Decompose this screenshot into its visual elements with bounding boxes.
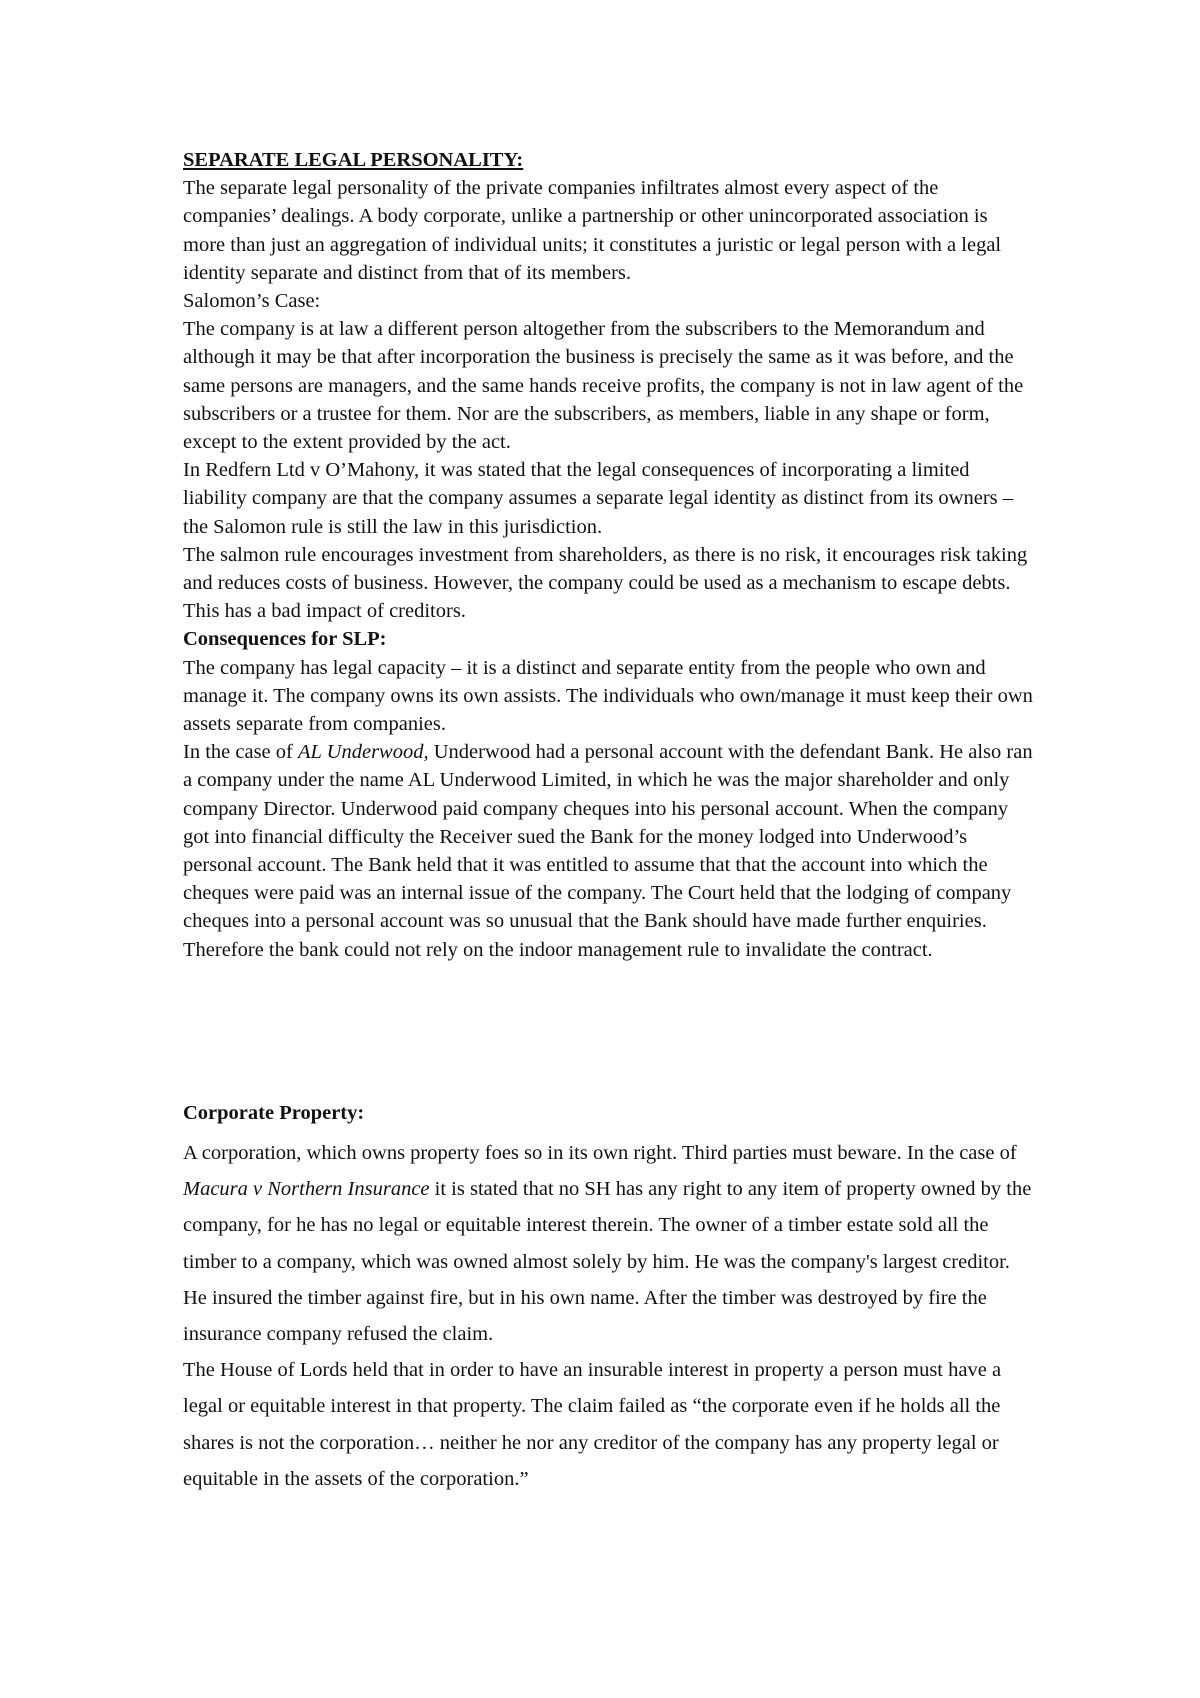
document-body-top	[183, 146, 1033, 964]
paragraph-salmon-rule: The salmon rule encourages investment from shareholders, as there is no risk, it encourages risk taking and reduces costs of business. However, the company could be used as a mechanism to escape debts. This has a bad impact of creditors.	[183, 543, 1028, 623]
case-name-macura: Macura v Northern Insurance	[183, 1178, 430, 1201]
paragraph-salomon: The company is at law a different person altogether from the subscribers to the Memorandum and although it may be that after incorporation the business is precisely the same as it was before, and the same persons are managers, and the same hands receive profits, the company is not in law agent of the subscribers or a trustee for them. Nor are the subscribers, as members, liable in any shape or form, except to the extent provided by the act.	[183, 318, 1024, 454]
document-body-bottom	[183, 1099, 1033, 1497]
paragraph-slp-intro: The separate legal personality of the private companies infiltrates almost every aspect of the companies’ dealings. A body corporate, unlike a partnership or other unincorporated association is more than just an aggregation of individual units; it constitutes a juristic or legal person with a legal identity separate and distinct from that of its members.	[183, 177, 1002, 284]
heading-consequences-for-slp: Consequences for SLP:	[183, 628, 387, 651]
property-intro: A corporation, which owns property foes so in its own right. Third parties must beware. In the case of	[183, 1142, 1017, 1164]
paragraph-corporate-property	[183, 1135, 1033, 1352]
heading-separate-legal-personality: SEPARATE LEGAL PERSONALITY:	[183, 149, 524, 171]
paragraph-house-of-lords: The House of Lords held that in order to have an insurable interest in property a person must have a legal or equitable interest in that property. The claim failed as “the corporate even if he holds all the shares is not the corporation… neither he nor any creditor of the company has any property legal or equitable in the assets of the corporation.”	[183, 1359, 1002, 1490]
underwood-body: Underwood had a personal account with the defendant Bank. He also ran a company under the name AL Underwood Limited, in which he was the major shareholder and only company Director. Underwood paid company cheques into his personal account. When the company got into financial difficulty the Receiver sued the Bank for the money lodged into Underwood’s personal account. The Bank held that it was entitled to assume that that the account into which the cheques were paid was an internal issue of the company. The Court held that the lodging of company cheques into a personal account was so unusual that the Bank should have made further enquiries. Therefore the bank could not rely on the indoor management rule to invalidate the contract.	[183, 741, 1033, 961]
case-name-al-underwood: AL Underwood,	[297, 741, 429, 764]
paragraph-al-underwood	[183, 738, 1033, 964]
heading-corporate-property: Corporate Property:	[183, 1102, 365, 1124]
salomon-case-label: Salomon’s Case:	[183, 290, 321, 313]
underwood-prefix: In the case of	[183, 741, 298, 764]
paragraph-legal-capacity: The company has legal capacity – it is a distinct and separate entity from the people who own and manage it. The company owns its own assists. The individuals who own/manage it must keep their own assets separate from companies.	[183, 656, 1033, 736]
paragraph-redfern: In Redfern Ltd v O’Mahony, it was stated that the legal consequences of incorporating a limited liability company are that the company assumes a separate legal identity as distinct from its owners – the Salomon rule is still the law in this jurisdiction.	[183, 459, 1014, 538]
property-body: it is stated that no SH has any right to any item of property owned by the company, for he has no legal or equitable interest therein. The owner of a timber estate sold all the timber to a company, which was owned almost solely by him. He was the company's largest creditor. He insured the timber against fire, but in his own name. After the timber was destroyed by fire the insurance company refused the claim.	[183, 1178, 1032, 1346]
